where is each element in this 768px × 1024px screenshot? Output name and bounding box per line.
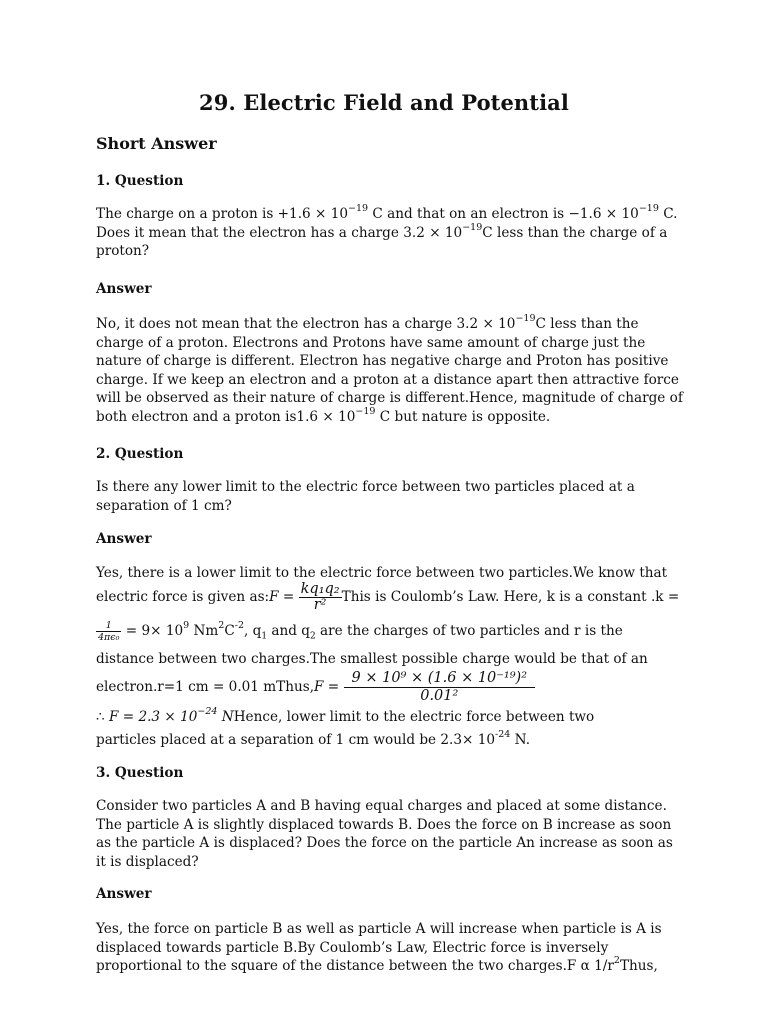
text-line: proton? <box>96 243 150 259</box>
answer-2-line-4: distance between two charges.The smallest possible charge would be that of an <box>96 651 648 667</box>
question-2-text <box>96 478 686 515</box>
answer-1-heading: Answer <box>96 281 152 297</box>
answer-2-line-7: particles placed at a separation of 1 cm would be $2.3\times 10^{-24}$ N. <box>96 729 531 748</box>
k-constant-formula: $\frac{1}{\text{4πϵ₀}}$ <box>98 620 120 643</box>
answer-2-line-1: Yes, there is a lower limit to the electric force between two particles.We know that <box>96 565 668 581</box>
text-line: proportional to the square of the distance between the two charges.F α $1/r^2Thus$, <box>96 955 658 974</box>
text-line: Is there any lower limit to the electric force between two particles placed at a <box>96 479 635 495</box>
question-1-text <box>96 205 686 261</box>
answer-1-text <box>96 315 686 426</box>
text-line: Consider two particles A and B having equal charges and placed at some distance. <box>96 798 667 814</box>
text-line: as the particle A is displaced? Does the force on the particle An increase as soon as <box>96 835 673 851</box>
text-line: it is displaced? <box>96 853 199 870</box>
text-line: charge of a proton. Electrons and Protons have same amount of charge just the <box>96 334 646 351</box>
text-line: Does it mean that the electron has a charge $3.2 \times 10^{-19}C$ less than the charge of a <box>96 221 668 241</box>
answer-2-heading: Answer <box>96 531 152 547</box>
question-3-heading: 3. Question <box>96 765 184 781</box>
text-line: Yes, the force on particle B as well as particle A will increase when particle is A is <box>96 921 662 937</box>
answer-2-line-6: ∴ $F = 2.3 \times 10^{-24}$ NHence, lower limit to the electric force between two <box>96 706 595 725</box>
formula-lhs: F = <box>269 589 295 605</box>
question-3-text <box>96 797 686 871</box>
answer-2-line-2: electric force is given as:F = $\frac{\text{kq₁q₂}}{\text{r²}}$ This is Coulomb’s Law. Here, k is a constant .k = <box>96 581 680 613</box>
text-line: No, it does not mean that the electron has a charge $3.2 \times 10^{-19}C$ less than the <box>96 313 639 332</box>
text-line: both electron and a proton $is1.6 \times 10^{-19}$ C but nature is opposite. <box>96 405 551 425</box>
answer-3-heading: Answer <box>96 886 152 902</box>
text-line: charge. If we keep an electron and a proton at a distance apart then attractive force <box>96 371 679 388</box>
text-line: displaced towards particle B.By Coulomb’s Law, Electric force is inversely <box>96 939 609 956</box>
answer-2-line-3: $\frac{1}{\text{4πϵ₀}}$ = $9\times 10^9$ $Nm^2C^{-2}$, $q_1$ and $q_2$ are the charges of two particles and r is the <box>98 620 623 643</box>
section-heading: Short Answer <box>96 134 217 153</box>
answer-3-text <box>96 920 686 976</box>
page-title: 29. Electric Field and Potential <box>199 90 569 115</box>
text-line: separation of 1 cm? <box>96 497 232 514</box>
text-line: will be observed as their nature of charge is different.Hence, magnitude of charge of <box>96 390 683 406</box>
force-calculation-formula: $\frac{\text{9 × 10⁹ × (1.6 × 10⁻¹⁹)²}}{\text{0.01²}}$ <box>344 670 536 705</box>
text-line: nature of charge is different. Electron has negative charge and Proton has positive <box>96 353 669 369</box>
force-result: $F = 2.3 \times 10^{-24}$ N <box>108 706 234 725</box>
question-2-heading: 2. Question <box>96 446 184 462</box>
coulomb-formula: $\frac{\text{kq₁q₂}}{\text{r²}}$ <box>300 581 340 613</box>
text-line: The charge on a proton is $+1.6 \times 10^{-19}$ C and that on an electron is $-1.6 \times 10^{-19}$ C. <box>96 203 678 222</box>
answer-2-line-5: electron.r=1 cm = 0.01 mThus,F = $\frac{\text{9 × 10⁹ × (1.6 × 10⁻¹⁹)²}}{\text{0.01²}}$ <box>96 668 686 706</box>
text-line: The particle A is slightly displaced towards B. Does the force on B increase as soon <box>96 816 672 833</box>
formula-lhs: F = <box>314 679 340 695</box>
question-1-heading: 1. Question <box>96 173 184 189</box>
